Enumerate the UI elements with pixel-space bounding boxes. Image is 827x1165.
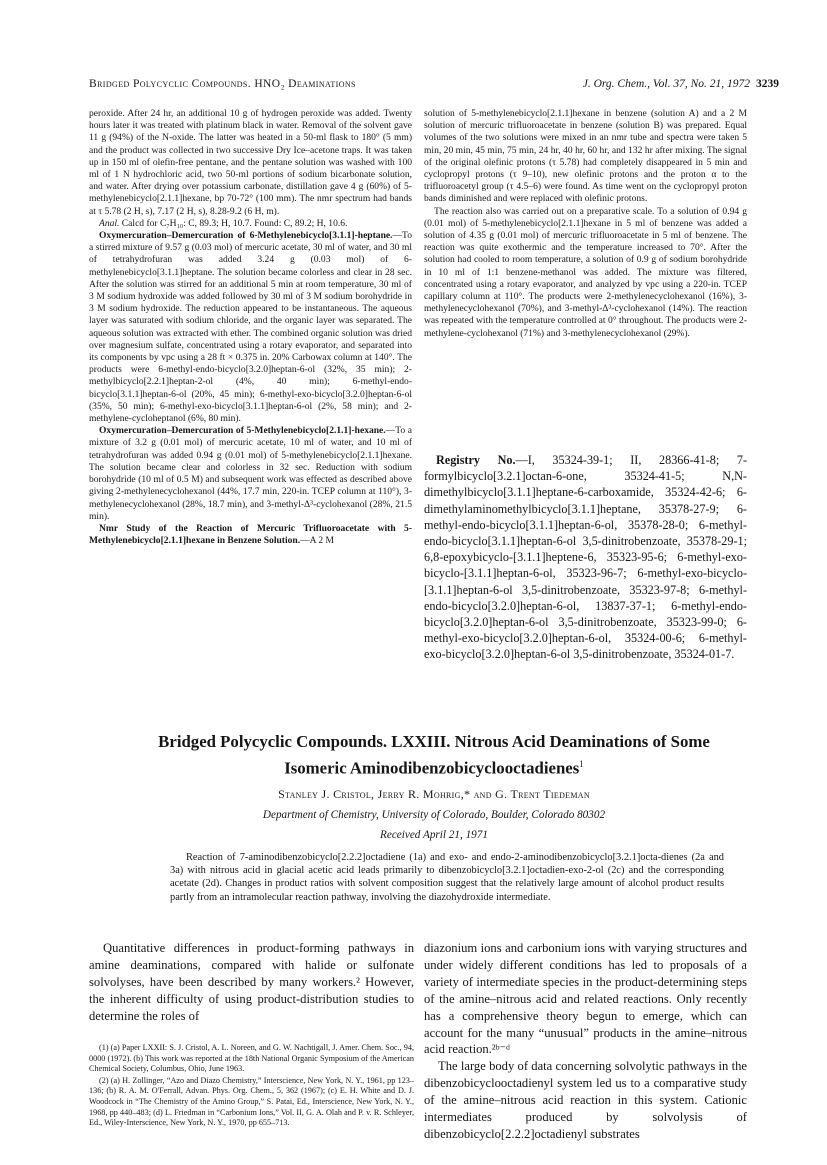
paragraph: Quantitative differences in product-forming pathways in amine deaminations, compared with halide or sulfonate solvolyses, have been described by many workers.² However, the inherent difficulty of using product-distribution studies to determine the roles of bbox=[89, 941, 414, 1023]
page-number: 3239 bbox=[756, 78, 779, 90]
received-date: Received April 21, 1971 bbox=[380, 829, 488, 841]
paragraph: The large body of data concerning solvolytic pathways in the dibenzobicyclooctadienyl system led us to a comparative study of the amine–nitrous acid reaction in this system. Cationic intermediates produced by solvolysis of dibenzobicyclo[2.2.2]octadienyl substrates bbox=[424, 1059, 747, 1141]
section-heading: Oxymercuration–Demercuration of 6-Methylenebicyclo[3.1.1]-heptane. bbox=[99, 230, 393, 242]
paragraph: diazonium ions and carbonium ions with varying structures and under widely different conditions has led to proposals of a variety of intermediate species in the product-determining steps of the amine–nitrous acid and related reactions. Only recently has a comprehensive theory begun to emerge, which can account for the many “unusual” products in the amine–nitrous acid reaction.²ᵇ⁻ᵈ bbox=[424, 941, 747, 1057]
running-title: Bridged Polycyclic Compounds. HNO₂ Deaminations bbox=[89, 78, 356, 90]
body-right-column bbox=[424, 940, 747, 1143]
procedure-paragraph: Nmr Study of the Reaction of Mercuric Trifluoroacetate with 5-Methylenebicyclo[2.1.1]hexane in Benzene Solution.—A 2 M bbox=[89, 522, 412, 547]
section-heading: Nmr Study of the Reaction of Mercuric Trifluoroacetate with 5-Methylenebicyclo[2.1.1]hexane in Benzene Solution. bbox=[89, 522, 412, 547]
registry-numbers bbox=[424, 452, 747, 663]
section-heading: Oxymercuration–Demercuration of 5-Methylenebicyclo[2.1.1]-hexane. bbox=[99, 425, 386, 437]
paragraph: peroxide. After 24 hr, an additional 10 g of hydrogen peroxide was added. Twenty hours later it was treated with platinum black in water. Removal of the solvent gave 11 g (94%) of the N-oxide. The latter was heated in a 50-ml flask to 180° (5 mm) and the product was collected in two successive Dry Ice–acetone traps. It was taken up in 150 ml of olefin-free pentane, and the pentane solution was washed with 100 ml of 1 N hydrochloric acid, two 50-ml portions of sodium bicarbonate solution, and water. After drying over potassium carbonate, distillation gave 4 g (60%) of 5-methylenebicyclo[2.1.1]hexane, bp 70-72° (100 mm). The nmr spectrum had bands at τ 5.78 (2 H, s), 7.17 (2 H, s), 8.28-9.2 (6 H, m). bbox=[89, 108, 412, 217]
paragraph: The reaction also was carried out on a preparative scale. To a solution of 0.94 g (0.01 mol) of 5-methylenebicyclo[2.1.1]hexane in 5 ml of benzene was added a solution of 4.35 g (0.01 mol) of mercuric trifluoroacetate in 5 ml of benzene. The reaction was quite exothermic and the temperature increased to 70°. After the solution had cooled to room temperature, a solution of 0.9 g of sodium borohydride in 10 ml of 1:1 benzene-methanol was added. The mixture was filtered, concentrated using a rotary evaporator, and analyzed by vpc using a 220-in. TCEP capillary column at 110°. The products were 2-methylenecyclohexanol (16%), 3-methylenecyclohexanol (70%), and 3-methyl-Δ³-cyclohexanol (14%). The reaction was repeated with the temperature controlled at 0° throughout. The products were 2-methylene-cyclohexanol (71%) and 3-methylenecyclohexanol (29%). bbox=[424, 205, 747, 339]
journal-citation: J. Org. Chem., Vol. 37, No. 21, 1972 3239 bbox=[582, 78, 779, 90]
affiliation: Department of Chemistry, University of Colorado, Boulder, Colorado 80302 bbox=[262, 809, 606, 821]
footnote: (1) (a) Paper LXXII: S. J. Cristol, A. L. Noreen, and G. W. Nachtigall, J. Amer. Chem. Soc., 94, 0000 (1972). (b) This work was reported at the 18th National Organic Symposium of the American Chemical Society, Columbus, Ohio, June 1963. bbox=[89, 1043, 414, 1074]
title-footnote-mark: 1 bbox=[579, 759, 584, 769]
abstract: Reaction of 7-aminodibenzobicyclo[2.2.2]octadiene (1a) and exo- and endo-2-aminodibenzobicyclo[3.2.1]octa-dienes (2a and 3a) with nitrous acid in glacial acetic acid leads primarily to dibenzobicyclo[3.2.1]octadien-exo-2-ol (2c) and the corresponding acetate (2d). Changes in product ratios with solvent composition suggest that the relatively large amount of alcohol product results partly from an intramolecular reaction pathway, involving the diazohydroxide intermediate. bbox=[170, 852, 724, 903]
analysis-paragraph: Anal. Calcd for C₇H₁₀: C, 89.3; H, 10.7. Found: C, 89.2; H, 10.6. bbox=[99, 217, 348, 229]
running-header bbox=[89, 78, 779, 96]
registry-label: Registry No. bbox=[436, 453, 516, 467]
left-column bbox=[89, 108, 412, 547]
paragraph: solution of 5-methylenebicyclo[2.1.1]hexane in benzene (solution A) and a 2 M solution of mercuric trifluoroacetate in benzene (solution B) was prepared. Equal volumes of the two solutions were mixed in an nmr tube and spectra were taken 5 min, 20 min, 45 min, 75 min, 24 hr, 40 hr, 60 hr, and 132 hr after mixing. The signal of the original olefinic protons (τ 5.78) had completely disappeared in 5 min and cyclopropyl protons (τ 9–10), new olefinic protons and the proton α to the trifluoroacetyl group (τ 4.5–6) were found. As time went on the cyclopropyl proton bands diminished and were replaced with olefinic protons. bbox=[424, 108, 747, 205]
procedure-paragraph: Oxymercuration–Demercuration of 6-Methylenebicyclo[3.1.1]-heptane.—To a stirred mixture of 9.57 g (0.03 mol) of mercuric acetate, 30 ml of water, and 30 ml of tetrahydrofuran was added 3.24 g (0.03 mol) of 6-methylenebicyclo[3.1.1]heptane. The solution became colorless and clear in 28 sec. After the solution was stirred for an additional 5 min at room temperature, 30 ml of 3 M sodium hydroxide was added followed by 30 ml of 3 M sodium borohydride in 3 M sodium hydroxide. The reduction appeared to be instantaneous. The aqueous layer was saturated with sodium chloride, and the organic layer was separated. The aqueous solution was extracted with ether. The combined organic solution was dried over magnesium sulfate, concentrated using a rotary evaporator, and separated into its components by vpc using a 28 ft × 0.375 in. 20% Carbowax column at 140°. The products were 6-methyl-endo-bicyclo[3.2.0]heptan-6-ol (32%, 35 min); 2-methylbicyclo[2.2.1]heptan-2-ol (4%, 40 min); 6-methyl-endo-bicyclo[3.1.1]heptan-6-ol (20%, 45 min); 6-methyl-exo-bicyclo[3.2.0]heptan-6-ol (35%, 50 min); 6-methyl-exo-bicyclo[3.1.1]heptan-6-ol (2%, 58 min); and 2-methylene-cycloheptanol (6%, 80 min). bbox=[89, 230, 412, 425]
procedure-paragraph: Oxymercuration–Demercuration of 5-Methylenebicyclo[2.1.1]-hexane.—To a mixture of 3.2 g (0.01 mol) of mercuric acetate, 10 ml of water, and 10 ml of tetrahydrofuran was added 0.94 g (0.01 mol) of 5-methylenebicyclo[2.1.1]hexane. The solution became clear and colorless in 32 sec. Reduction with sodium borohydride (10 ml of 0.5 M) and subsequent work was effected as described above giving 2-methylenecyclohexanol (44%, 17.7 min, 220-in. TCEP column at 110°), 3-methylenecyclohexanol (28%, 18.7 min), and 3-methyl-Δ³-cyclohexanol (28%, 21.5 min). bbox=[89, 425, 412, 522]
right-column bbox=[424, 108, 747, 340]
footnotes bbox=[89, 1043, 414, 1130]
authors: Stanley J. Cristol, Jerry R. Mohrig,* and G. Trent Tiedeman bbox=[278, 787, 590, 801]
registry-text: —I, 35324-39-1; II, 28366-41-8; 7-formylbicyclo[3.2.1]octan-6-one, 35324-41-5; N,N-dimethylbicyclo[3.1.1]heptane-6-carboxamide, 35324-42-6; 6-dimethylaminomethylbicyclo[3.1.1]heptane, 35378-27-9; 6-methyl-endo-bicyclo[3.1.1]heptan-6-ol, 35378-28-0; 6-methyl-endo-bicyclo[3.1.1]heptan-6-ol 3,5-dinitrobenzoate, 35378-29-1; 6,8-epoxybicyclo-[3.1.1]heptene-6, 35323-95-6; 6-methyl-exo-bicyclo-[3.1.1]heptan-6-ol, 35323-96-7; 6-methyl-exo-bicyclo-[3.1.1]heptan-6-ol 3,5-dinitrobenzoate, 35323-97-8; 6-methyl-endo-bicyclo[3.2.0]heptan-6-ol, 13837-37-1; 6-methyl-endo-bicyclo[3.2.0]heptan-6-ol 3,5-dinitrobenzoate, 35323-99-0; 6-methyl-exo-bicyclo[3.2.0]heptan-6-ol, 35324-00-6; 6-methyl-exo-bicyclo[3.2.0]heptan-6-ol 3,5-dinitrobenzoate, 35324-01-7. bbox=[424, 453, 747, 662]
body-left-column bbox=[89, 940, 414, 1025]
footnote: (2) (a) H. Zollinger, “Azo and Diazo Chemistry,” Interscience, New York, N. Y., 1961, pp 123–136; (b) R. A. M. O'Ferrall, Advan. Phys. Org. Chem., 5, 362 (1967); (c) E. H. White and D. J. Woodcock in “The Chemistry of the Amino Group,” S. Patai, Ed., Interscience, New York, N. Y., 1968, pp 440–483; (d) L. Friedman in “Carbonium Ions,” Vol. II, G. A. Olah and P. v. R. Schleyer, Ed., Wiley-Interscience, New York, N. Y., 1970, pp 655–713. bbox=[89, 1075, 414, 1128]
article-title: Bridged Polycyclic Compounds. LXXIII. Nitrous Acid Deaminations of Some Isomeric Aminodibenzobicyclooctadienes$^1$ bbox=[158, 732, 710, 778]
